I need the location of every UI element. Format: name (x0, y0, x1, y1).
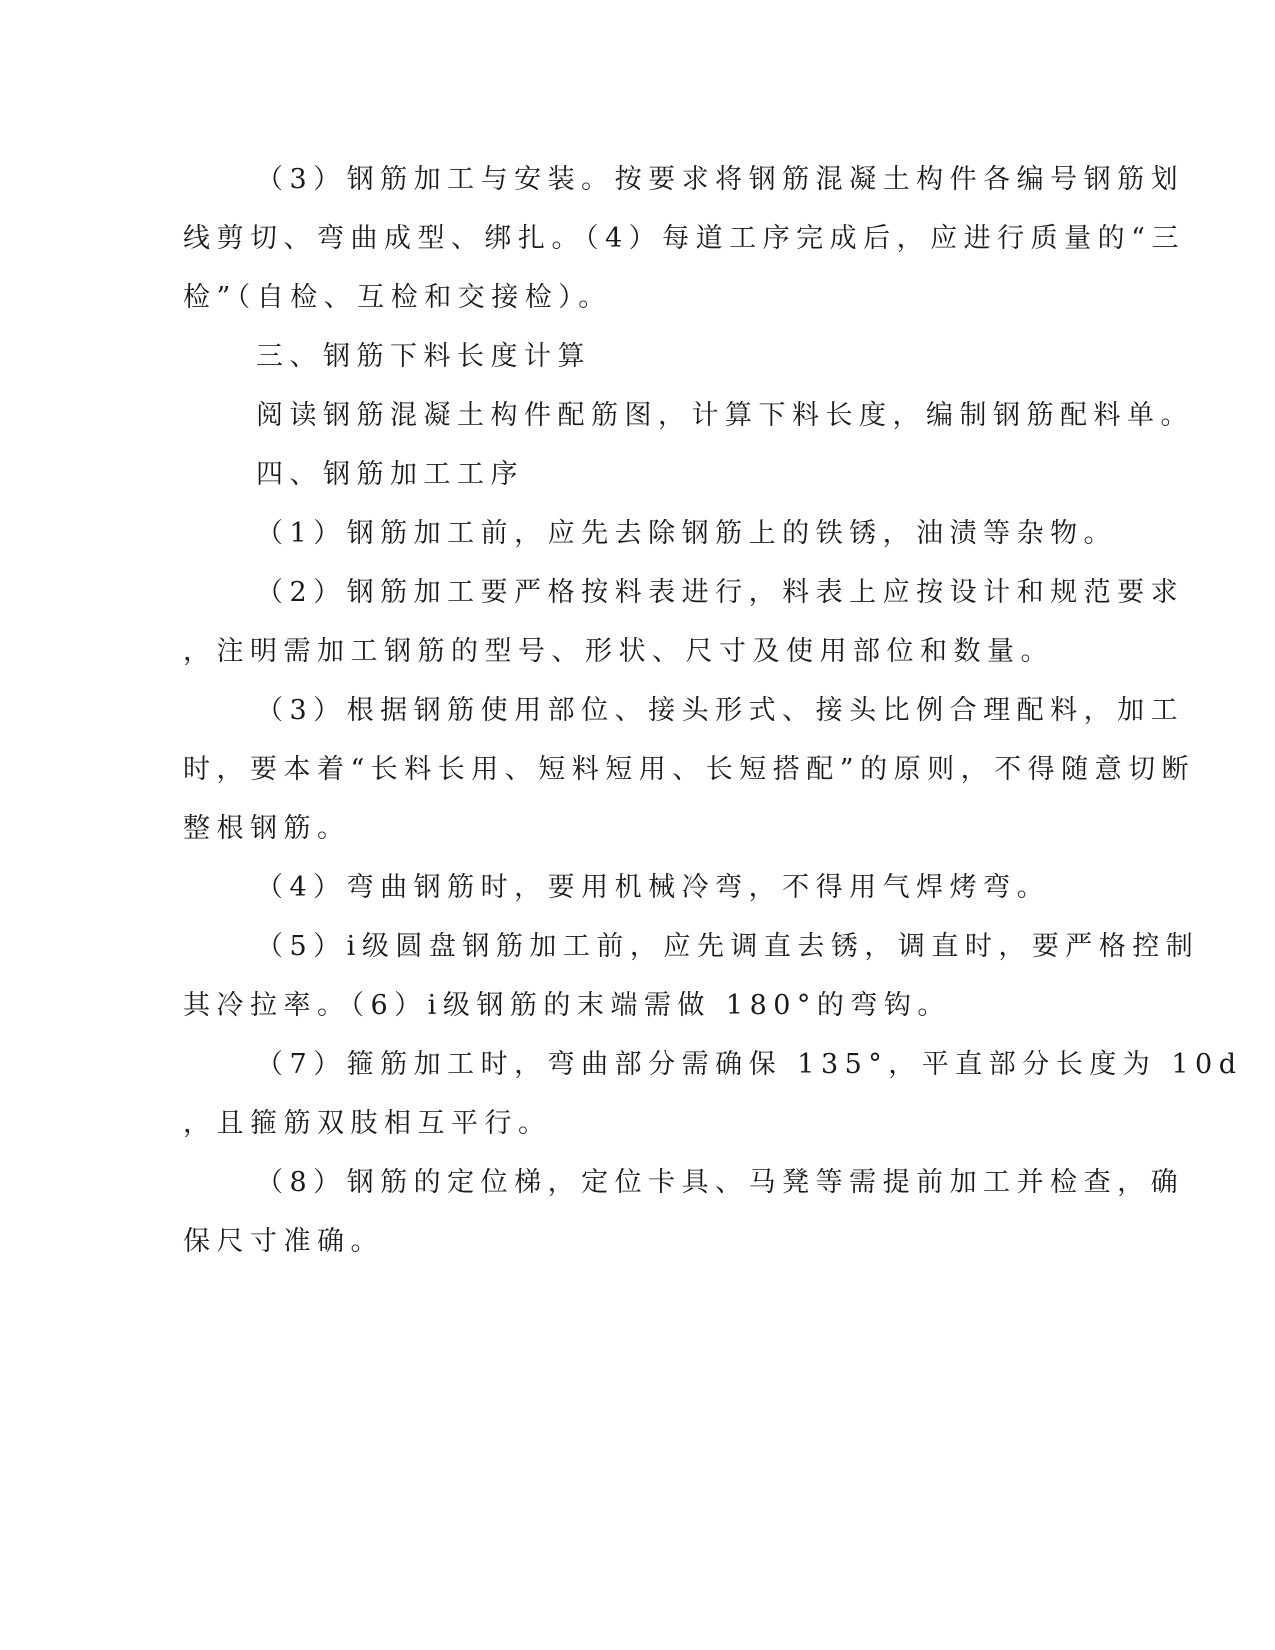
text-line: （7）箍筋加工时，弯曲部分需确保 135°，平直部分长度为 10d (256, 1049, 1243, 1080)
text-line: （3）钢筋加工与安装。按要求将钢筋混凝土构件各编号钢筋划 (256, 164, 1185, 195)
text-line: 阅读钢筋混凝土构件配筋图，计算下料长度，编制钢筋配料单。 (256, 400, 1194, 431)
text-line: 检”（自检、互检和交接检）。 (183, 282, 612, 313)
text-line: ，且箍筋双肢相互平行。 (183, 1108, 552, 1139)
text-line: （8）钢筋的定位梯，定位卡具、马凳等需提前加工并检查，确 (256, 1167, 1185, 1198)
text-line: （3）根据钢筋使用部位、接头形式、接头比例合理配料，加工 (256, 695, 1185, 726)
text-line: （4）弯曲钢筋时，要用机械冷弯，不得用气焊烤弯。 (256, 872, 1051, 903)
text-line: （5）i级圆盘钢筋加工前，应先调直去锈，调直时，要严格控制 (256, 931, 1200, 962)
text-line: ，注明需加工钢筋的型号、形状、尺寸及使用部位和数量。 (183, 636, 1054, 667)
section-heading: 三、钢筋下料长度计算 (256, 341, 591, 372)
text-line: 整根钢筋。 (183, 813, 351, 844)
text-line: 其冷拉率。（6）i级钢筋的末端需做 180°的弯钩。 (183, 990, 951, 1021)
text-line: （2）钢筋加工要严格按料表进行，料表上应按设计和规范要求 (256, 577, 1185, 608)
text-line: 保尺寸准确。 (183, 1226, 384, 1257)
section-heading: 四、钢筋加工工序 (256, 459, 524, 490)
text-line: 线剪切、弯曲成型、绑扎。（4）每道工序完成后，应进行质量的“三 (183, 223, 1185, 254)
text-line: （1）钢筋加工前，应先去除钢筋上的铁锈，油渍等杂物。 (256, 518, 1118, 549)
text-line: 时，要本着“长料长用、短料短用、长短搭配”的原则，不得随意切断 (183, 754, 1196, 785)
